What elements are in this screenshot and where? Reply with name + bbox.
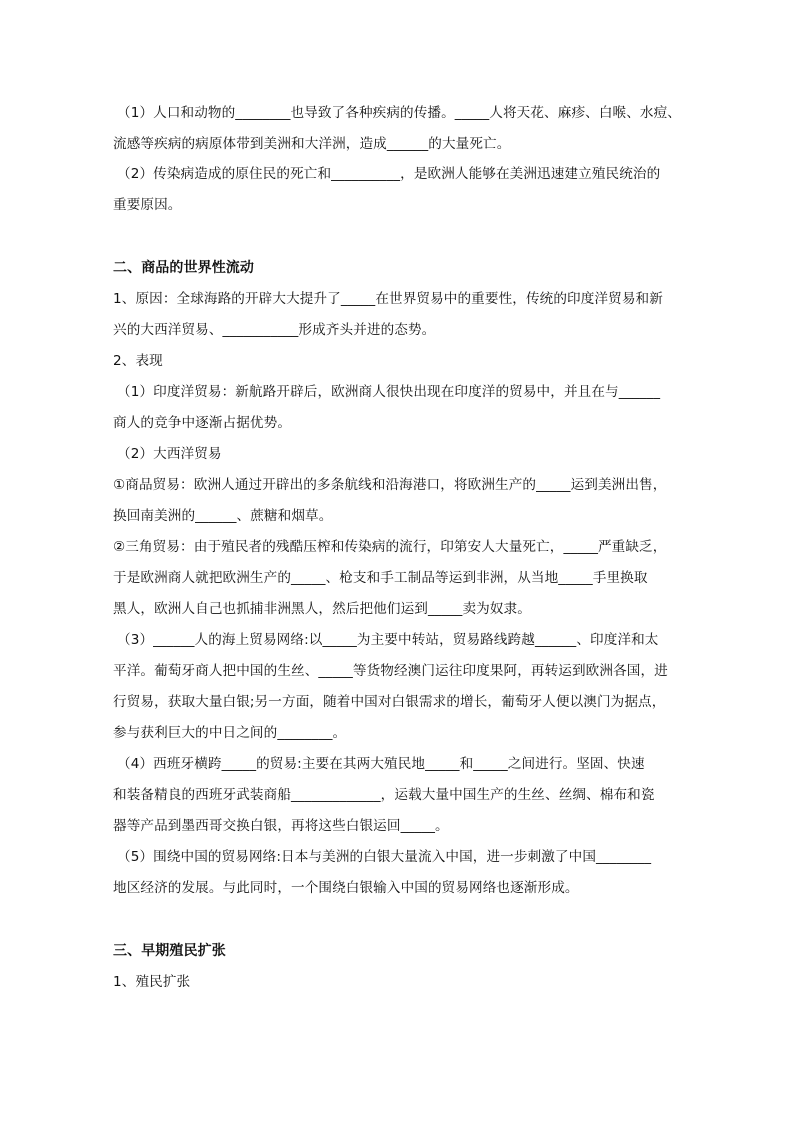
s2-i2b-line2: 于是欧洲商人就把欧洲生产的_____、枪支和手工制品等运到非洲，从当地_____手里换取 [113, 570, 648, 586]
s2-i4-line1: （4）西班牙横跨_____的贸易:主要在其两大殖民地_____和_____之间进行。坚固、快速 [117, 756, 645, 772]
s3-item1: 1、殖民扩张 [113, 974, 191, 990]
s2-i3-line4: 参与获利巨大的中日之间的________。 [113, 725, 347, 741]
s2-i5-line2: 地区经济的发展。与此同时，一个围绕白银输入中国的贸易网络也逐渐形成。 [113, 880, 579, 896]
section2-heading: 二、商品的世界性流动 [113, 260, 254, 276]
s2-i2-title: （2）大西洋贸易 [117, 446, 222, 462]
s2-manifest-label: 2、表现 [113, 353, 163, 369]
s2-i2b-line3: 黑人，欧洲人自己也抓捕非洲黑人，然后把他们运到_____卖为奴隶。 [113, 601, 531, 617]
s2-i3-line3: 行贸易，获取大量白银;另一方面，随着中国对白银需求的增长，葡萄牙人便以澳门为据点， [113, 694, 666, 710]
s2-cause-line2: 兴的大西洋贸易、___________形成齐头并进的态势。 [113, 322, 436, 338]
s2-i3-line1: （3）______人的海上贸易网络:以_____为主要中转站，贸易路线跨越______、印度洋和太 [117, 632, 659, 648]
section3-heading: 三、早期殖民扩张 [113, 943, 226, 959]
s1-p2-line1: （2）传染病造成的原住民的死亡和__________，是欧洲人能够在美洲迅速建立殖民统治的 [117, 166, 661, 182]
s2-i2a-line1: ①商品贸易：欧洲人通过开辟出的多条航线和沿海港口，将欧洲生产的_____运到美洲出售， [113, 477, 667, 493]
s2-i5-line1: （5）围绕中国的贸易网络:日本与美洲的白银大量流入中国，进一步刺激了中国________ [117, 849, 652, 865]
s2-cause-line1: 1、原因：全球海路的开辟大大提升了_____在世界贸易中的重要性，传统的印度洋贸易和新 [113, 291, 663, 307]
s1-p1-line2: 流感等疾病的病原体带到美洲和大洋洲，造成______的大量死亡。 [113, 136, 511, 152]
s1-p1-line1: （1）人口和动物的________也导致了各种疾病的传播。_____人将天花、麻疹、白喉、水痘、 [117, 105, 681, 121]
s2-i2b-line1: ②三角贸易：由于殖民者的残酷压榨和传染病的流行，印第安人大量死亡，_____严重缺乏， [113, 539, 667, 555]
s2-i1-line1: （1）印度洋贸易：新航路开辟后，欧洲商人很快出现在印度洋的贸易中，并且在与______ [117, 384, 661, 400]
s2-i4-line2: 和装备精良的西班牙武装商船_____________，运载大量中国生产的生丝、丝绸、棉布和瓷 [113, 787, 655, 803]
s2-i3-line2: 平洋。葡萄牙商人把中国的生丝、_____等货物经澳门运往印度果阿，再转运到欧洲各国，进 [113, 663, 668, 679]
s1-p2-line2: 重要原因。 [113, 197, 182, 213]
s2-i4-line3: 器等产品到墨西哥交换白银，再将这些白银运回_____。 [113, 818, 449, 834]
s2-i2a-line2: 换回南美洲的______、蔗糖和烟草。 [113, 508, 333, 524]
s2-i1-line2: 商人的竞争中逐渐占据优势。 [113, 415, 292, 431]
